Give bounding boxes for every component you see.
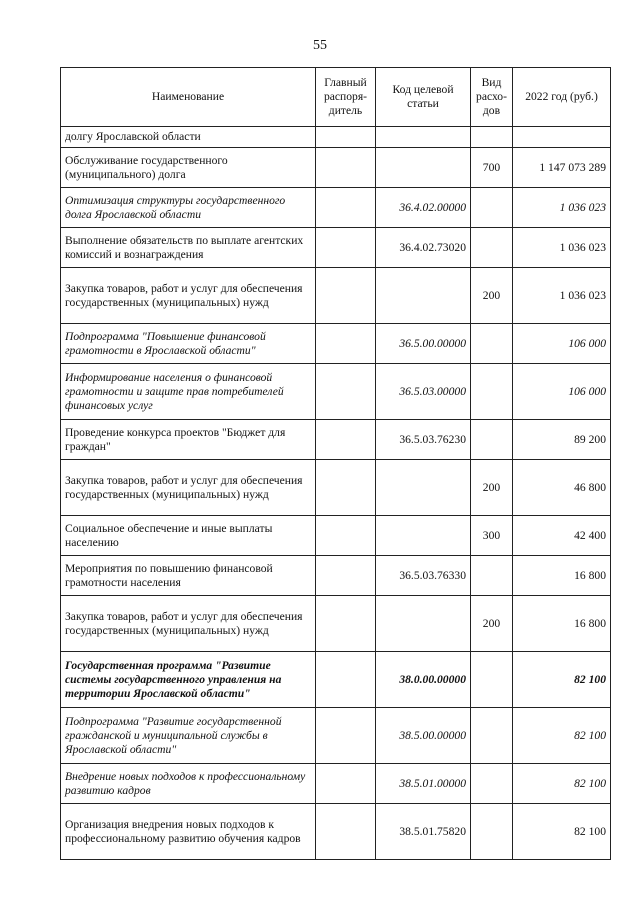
row-manager-cell xyxy=(316,188,376,228)
row-manager-cell xyxy=(316,516,376,556)
row-manager-cell xyxy=(316,364,376,420)
row-name-cell: Внедрение новых подходов к профессиональному развитию кадров xyxy=(61,764,316,804)
row-code-cell xyxy=(376,127,471,148)
row-code-cell xyxy=(376,268,471,324)
row-code-cell: 36.4.02.00000 xyxy=(376,188,471,228)
table-row xyxy=(61,556,611,596)
row-name-cell: Мероприятия по повышению финансовой грамотности населения xyxy=(61,556,316,596)
table-row xyxy=(61,460,611,516)
row-amount-cell: 82 100 xyxy=(513,764,611,804)
row-amount-cell: 46 800 xyxy=(513,460,611,516)
table-row xyxy=(61,596,611,652)
table-row xyxy=(61,764,611,804)
row-manager-cell xyxy=(316,148,376,188)
header-code: Код целевой статьи xyxy=(376,68,471,127)
row-vid-cell: 300 xyxy=(471,516,513,556)
page-number: 55 xyxy=(313,38,327,53)
table-row xyxy=(61,804,611,860)
row-name-cell: Проведение конкурса проектов "Бюджет для граждан" xyxy=(61,420,316,460)
row-manager-cell xyxy=(316,708,376,764)
table-row xyxy=(61,324,611,364)
table-row xyxy=(61,188,611,228)
row-amount-cell: 1 036 023 xyxy=(513,228,611,268)
table-row xyxy=(61,127,611,148)
row-code-cell: 36.4.02.73020 xyxy=(376,228,471,268)
row-name-cell: Закупка товаров, работ и услуг для обеспечения государственных (муниципальных) нужд xyxy=(61,268,316,324)
row-code-cell: 36.5.03.76230 xyxy=(376,420,471,460)
row-name-cell: Оптимизация структуры государственного долга Ярославской области xyxy=(61,188,316,228)
row-manager-cell xyxy=(316,268,376,324)
row-vid-cell xyxy=(471,708,513,764)
row-amount-cell: 82 100 xyxy=(513,708,611,764)
row-vid-cell xyxy=(471,764,513,804)
row-code-cell xyxy=(376,460,471,516)
row-manager-cell xyxy=(316,420,376,460)
row-name-cell: Социальное обеспечение и иные выплаты населению xyxy=(61,516,316,556)
row-amount-cell: 1 036 023 xyxy=(513,188,611,228)
row-vid-cell: 200 xyxy=(471,596,513,652)
table-header-row xyxy=(61,68,611,127)
row-amount-cell: 1 147 073 289 xyxy=(513,148,611,188)
row-vid-cell xyxy=(471,652,513,708)
row-amount-cell: 16 800 xyxy=(513,556,611,596)
row-vid-cell xyxy=(471,556,513,596)
header-vid: Вид расхо-дов xyxy=(471,68,513,127)
table-row xyxy=(61,364,611,420)
row-name-cell: Обслуживание государственного (муниципального) долга xyxy=(61,148,316,188)
row-vid-cell xyxy=(471,228,513,268)
table-row xyxy=(61,228,611,268)
row-manager-cell xyxy=(316,764,376,804)
row-code-cell xyxy=(376,596,471,652)
row-amount-cell: 16 800 xyxy=(513,596,611,652)
row-amount-cell: 42 400 xyxy=(513,516,611,556)
row-amount-cell: 106 000 xyxy=(513,364,611,420)
table-row xyxy=(61,420,611,460)
row-vid-cell xyxy=(471,188,513,228)
row-amount-cell: 89 200 xyxy=(513,420,611,460)
row-vid-cell: 200 xyxy=(471,460,513,516)
row-name-cell: Государственная программа "Развитие системы государственного управления на территории Ярославской области" xyxy=(61,652,316,708)
table-row xyxy=(61,148,611,188)
header-name: Наименование xyxy=(61,68,316,127)
table-row xyxy=(61,652,611,708)
row-code-cell: 38.0.00.00000 xyxy=(376,652,471,708)
row-code-cell xyxy=(376,516,471,556)
row-name-cell: Информирование населения о финансовой грамотности и защите прав потребителей финансовых услуг xyxy=(61,364,316,420)
table-row xyxy=(61,268,611,324)
row-code-cell: 36.5.00.00000 xyxy=(376,324,471,364)
table-body xyxy=(61,127,611,860)
row-amount-cell xyxy=(513,127,611,148)
row-vid-cell xyxy=(471,127,513,148)
row-code-cell xyxy=(376,148,471,188)
row-vid-cell xyxy=(471,420,513,460)
row-name-cell: Закупка товаров, работ и услуг для обеспечения государственных (муниципальных) нужд xyxy=(61,460,316,516)
row-vid-cell: 700 xyxy=(471,148,513,188)
row-amount-cell: 1 036 023 xyxy=(513,268,611,324)
row-manager-cell xyxy=(316,460,376,516)
row-manager-cell xyxy=(316,804,376,860)
row-amount-cell: 82 100 xyxy=(513,652,611,708)
row-name-cell: долгу Ярославской области xyxy=(61,127,316,148)
row-manager-cell xyxy=(316,556,376,596)
row-code-cell: 36.5.03.00000 xyxy=(376,364,471,420)
header-amount: 2022 год (руб.) xyxy=(513,68,611,127)
row-manager-cell xyxy=(316,324,376,364)
header-manager: Главный распоря-дитель xyxy=(316,68,376,127)
row-name-cell: Подпрограмма "Повышение финансовой грамотности в Ярославской области" xyxy=(61,324,316,364)
row-amount-cell: 106 000 xyxy=(513,324,611,364)
row-code-cell: 36.5.03.76330 xyxy=(376,556,471,596)
row-amount-cell: 82 100 xyxy=(513,804,611,860)
row-manager-cell xyxy=(316,652,376,708)
row-name-cell: Закупка товаров, работ и услуг для обеспечения государственных (муниципальных) нужд xyxy=(61,596,316,652)
row-manager-cell xyxy=(316,228,376,268)
row-vid-cell xyxy=(471,324,513,364)
row-name-cell: Организация внедрения новых подходов к профессиональному развитию обучения кадров xyxy=(61,804,316,860)
row-name-cell: Подпрограмма "Развитие государственной гражданской и муниципальной службы в Ярославской области" xyxy=(61,708,316,764)
row-manager-cell xyxy=(316,127,376,148)
row-name-cell: Выполнение обязательств по выплате агентских комиссий и вознаграждения xyxy=(61,228,316,268)
row-code-cell: 38.5.01.00000 xyxy=(376,764,471,804)
table-row xyxy=(61,516,611,556)
row-vid-cell xyxy=(471,364,513,420)
table-row xyxy=(61,708,611,764)
budget-table xyxy=(60,67,611,860)
row-code-cell: 38.5.01.75820 xyxy=(376,804,471,860)
row-vid-cell: 200 xyxy=(471,268,513,324)
row-manager-cell xyxy=(316,596,376,652)
row-vid-cell xyxy=(471,804,513,860)
row-code-cell: 38.5.00.00000 xyxy=(376,708,471,764)
